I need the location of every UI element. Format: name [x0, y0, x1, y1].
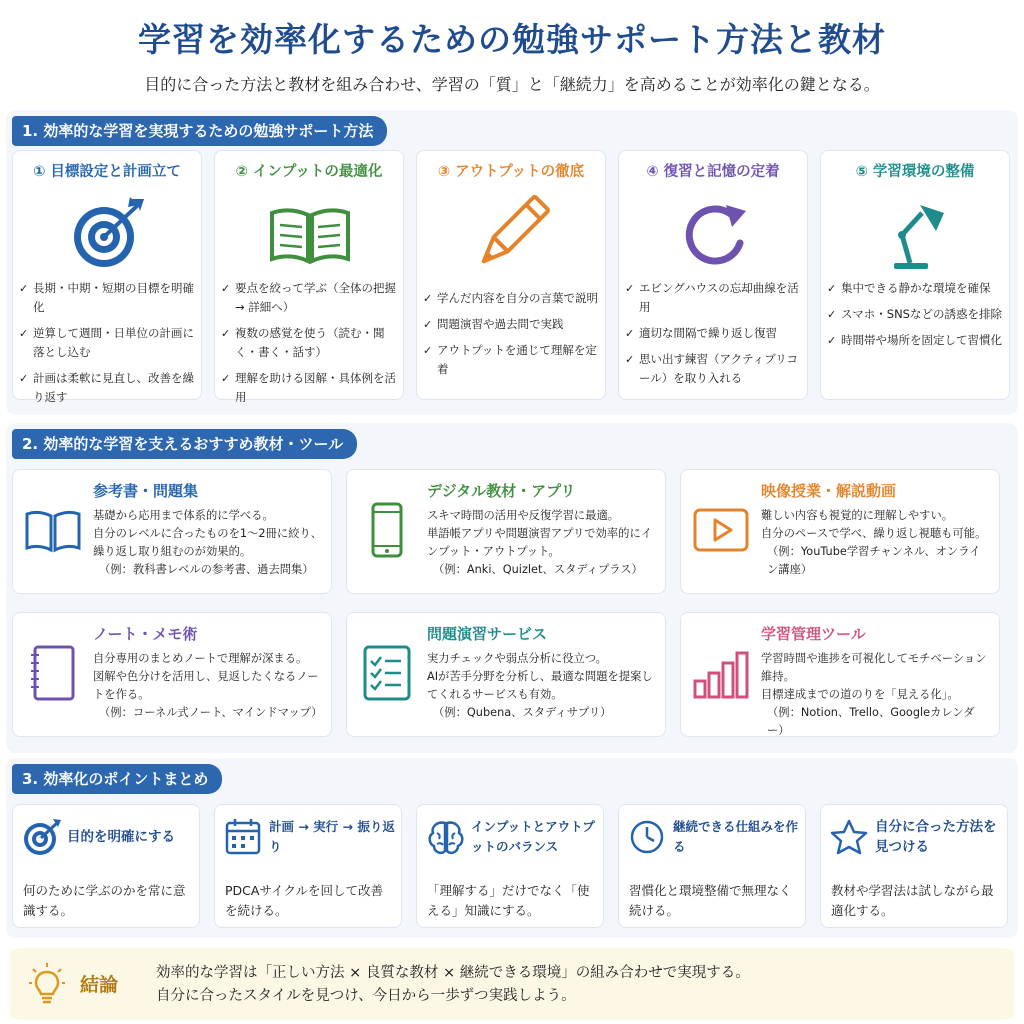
- tool-card-desc: [93, 650, 323, 722]
- point-card-desc: 習慣化と環境整備で無理なく続ける。: [629, 883, 792, 918]
- methods-section: [6, 110, 1018, 415]
- point-card-head: [425, 817, 603, 857]
- conclusion-label: 結論: [80, 974, 119, 996]
- method-card-title: ④ 復習と記憶の定着: [646, 164, 780, 180]
- tool-card-title: 学習管理ツール: [761, 625, 866, 643]
- desc-line: 学習時間や進捗を可視化してモチベーション維持。: [761, 652, 987, 683]
- list-item: ✓ 時間帯や場所を固定して習慣化: [827, 331, 1003, 350]
- example-text: （例：教科書レベルの参考書、過去問集）: [99, 563, 314, 576]
- tool-card-practice-service: [346, 612, 666, 737]
- desc-line: 基礎から応用まで体系的に学べる。: [93, 509, 274, 522]
- point-card-title: 目的を明確にする: [67, 829, 175, 845]
- desc-line: スキマ時間の活用や反復学習に最適。: [427, 509, 620, 522]
- list-item: ✓ 長期・中期・短期の目標を明確化: [19, 279, 195, 317]
- tools-section-label: 2. 効率的な学習を支えるおすすめ教材・ツール: [12, 429, 357, 459]
- tools-section: [6, 423, 1018, 753]
- desc-line: 自分専用のまとめノートで理解が深まる。: [93, 652, 308, 665]
- method-card-environment: [820, 150, 1010, 400]
- list-item: ✓ 複数の感覚を使う（読む・聞く・書く・話す）: [221, 324, 397, 362]
- point-card-head: [627, 817, 805, 857]
- checklist-icon: [355, 641, 419, 705]
- list-item: ✓ エビングハウスの忘却曲線を活用: [625, 279, 801, 317]
- method-list: [827, 279, 1003, 357]
- method-card-review: [618, 150, 808, 400]
- conclusion-line: 自分に合ったスタイルを見つけ、今日から一歩ずつ実践しよう。: [156, 988, 576, 1004]
- list-item: ✓ 理解を助ける図解・具体例を活用: [221, 369, 397, 407]
- notebook-icon: [21, 641, 85, 705]
- point-card-head: [223, 817, 401, 857]
- method-card-title: ② インプットの最適化: [235, 164, 383, 180]
- methods-section-label: 1. 効率的な学習を実現するための勉強サポート方法: [12, 116, 387, 146]
- point-card-head: [829, 817, 1007, 857]
- point-card-title: インプットとアウトプットのバランス: [471, 819, 595, 854]
- method-card-title: ③ アウトプットの徹底: [437, 164, 585, 180]
- example-text: （例：YouTube学習チャンネル、オンライン講座）: [767, 545, 981, 576]
- clock-icon: [627, 817, 669, 857]
- desc-line: 自分のペースで学べ、繰り返し視聴も可能。: [761, 527, 987, 540]
- point-card-title: 自分に合った方法を見つける: [875, 819, 997, 855]
- open-book-icon: [21, 498, 85, 562]
- video-play-icon: [689, 498, 753, 562]
- point-card-title: 継続できる仕組みを作る: [673, 819, 799, 854]
- list-item: ✓ 学んだ内容を自分の言葉で説明: [423, 289, 599, 308]
- desc-line: 実力チェックや弱点分析に役立つ。: [427, 652, 607, 665]
- method-list: [625, 279, 801, 395]
- desk-lamp-icon: [866, 193, 966, 273]
- example-text: （例：コーネル式ノート、マインドマップ）: [99, 706, 323, 719]
- target-icon: [58, 193, 158, 273]
- point-card-desc: PDCAサイクルを回して改善を続ける。: [225, 883, 383, 918]
- tool-card-desc: [93, 507, 323, 579]
- point-card-continue: [618, 804, 806, 928]
- pencil-icon: [462, 193, 562, 273]
- conclusion-text: [156, 962, 750, 1008]
- desc-line: 単語帳アプリや問題演習アプリで効率的にインプット・アウトプット。: [427, 527, 653, 558]
- list-item: ✓ 逆算して週間・日単位の計画に落とし込む: [19, 324, 195, 362]
- lightbulb-icon: [28, 962, 66, 1006]
- tool-card-note-taking: [12, 612, 332, 737]
- desc-line: 難しい内容も視覚的に理解しやすい。: [761, 509, 954, 522]
- page-subtitle: 目的に合った方法と教材を組み合わせ、学習の「質」と「継続力」を高めることが効率化の鍵となる。: [144, 75, 880, 94]
- method-card-title: ⑤ 学習環境の整備: [855, 164, 975, 180]
- tool-card-video-lessons: [680, 469, 1000, 594]
- point-card-desc: 教材や学習法は試しながら最適化する。: [831, 883, 994, 918]
- method-card-goal: [12, 150, 202, 404]
- book-icon: [260, 193, 360, 273]
- point-card-goal: [12, 804, 200, 928]
- tool-card-title: 問題演習サービス: [427, 625, 548, 643]
- page-title: 学習を効率化するための勉強サポート方法と教材: [138, 20, 886, 59]
- tool-card-desc: [761, 650, 991, 740]
- tool-card-desc: [761, 507, 991, 579]
- tool-card-reference-books: [12, 469, 332, 594]
- points-section: [6, 758, 1018, 938]
- desc-line: 自分のレベルに合ったものを1〜2冊に絞り、繰り返し取り組むのが効果的。: [93, 527, 323, 558]
- points-section-label: 3. 効率化のポイントまとめ: [12, 764, 222, 794]
- method-card-title: ① 目標設定と計画立て: [33, 164, 181, 180]
- conclusion-box: [10, 948, 1014, 1020]
- tool-card-title: デジタル教材・アプリ: [427, 482, 576, 500]
- point-card-balance: [416, 804, 604, 928]
- brain-icon: [425, 817, 467, 857]
- list-item: ✓ スマホ・SNSなどの誘惑を排除: [827, 305, 1003, 324]
- example-text: （例：Qubena、スタディサプリ）: [433, 706, 612, 719]
- tool-card-desc: [427, 507, 657, 579]
- tool-card-title: 参考書・問題集: [93, 482, 199, 500]
- tool-card-title: 映像授業・解説動画: [761, 482, 897, 500]
- list-item: ✓ 適切な間隔で繰り返し復習: [625, 324, 801, 343]
- tool-card-title: ノート・メモ術: [93, 625, 198, 643]
- method-list: [19, 279, 195, 414]
- list-item: ✓ アウトプットを通じて理解を定着: [423, 341, 599, 379]
- method-list: [423, 289, 599, 386]
- target-icon: [21, 817, 63, 857]
- desc-line: 図解や色分けを活用し、見返したくなるノートを作る。: [93, 670, 319, 701]
- star-icon: [829, 817, 871, 857]
- bar-chart-icon: [689, 641, 753, 705]
- calendar-icon: [223, 817, 265, 857]
- method-card-input: [214, 150, 404, 404]
- example-text: （例：Notion、Trello、Googleカレンダー）: [767, 706, 975, 737]
- point-card-find-method: [820, 804, 1008, 928]
- list-item: ✓ 問題演習や過去問で実践: [423, 315, 599, 334]
- point-card-desc: 何のために学ぶのかを常に意識する。: [23, 883, 186, 918]
- tool-card-desc: [427, 650, 657, 722]
- method-list: [221, 279, 397, 414]
- smartphone-icon: [355, 498, 419, 562]
- list-item: ✓ 計画は柔軟に見直し、改善を繰り返す: [19, 369, 195, 407]
- point-card-plan: [214, 804, 402, 928]
- list-item: ✓ 集中できる静かな環境を確保: [827, 279, 1003, 298]
- list-item: ✓ 要点を絞って学ぶ（全体の把握 → 詳細へ）: [221, 279, 397, 317]
- list-item: ✓ 思い出す練習（アクティブリコール）を取り入れる: [625, 350, 801, 388]
- desc-line: 目標達成までの道のりを「見える化」。: [761, 688, 959, 701]
- point-card-title: 計画 → 実行 → 振り返り: [269, 819, 395, 854]
- tool-card-study-management: [680, 612, 1000, 737]
- desc-line: AIが苦手分野を分析し、最適な問題を提案してくれるサービスも有効。: [427, 670, 653, 701]
- method-card-output: [416, 150, 606, 400]
- point-card-head: [21, 817, 175, 857]
- conclusion-line: 効率的な学習は「正しい方法 × 良質な教材 × 継続できる環境」の組み合わせで実現する。: [156, 965, 750, 981]
- point-card-desc: 「理解する」だけでなく「使える」知識にする。: [427, 883, 590, 918]
- refresh-icon: [664, 193, 764, 273]
- example-text: （例：Anki、Quizlet、スタディプラス）: [433, 563, 643, 576]
- tool-card-digital-apps: [346, 469, 666, 594]
